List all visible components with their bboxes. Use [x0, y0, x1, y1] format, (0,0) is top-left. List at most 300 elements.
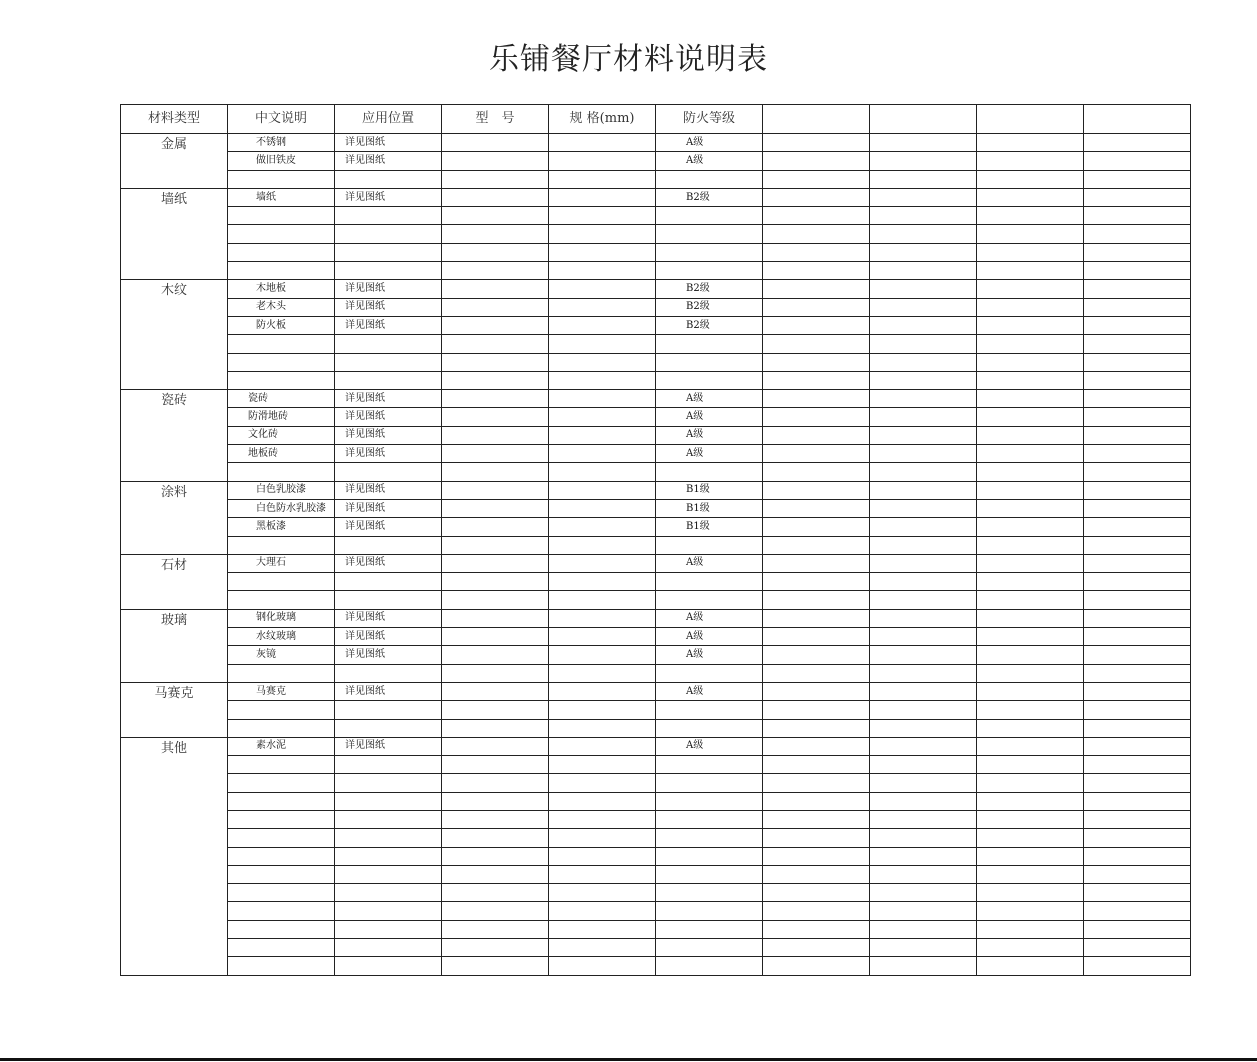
empty-cell — [870, 719, 977, 737]
empty-cell — [870, 646, 977, 664]
empty-cell — [335, 664, 442, 682]
empty-cell — [335, 371, 442, 389]
empty-cell — [228, 884, 335, 902]
table-row — [121, 865, 1191, 883]
description-cell: 防火板 — [228, 316, 335, 334]
description-cell: 地板砖 — [228, 445, 335, 463]
empty-cell — [335, 170, 442, 188]
empty-cell — [870, 225, 977, 243]
empty-cell — [442, 426, 549, 444]
header-cell: 中文说明 — [228, 105, 335, 134]
empty-cell — [442, 262, 549, 280]
empty-cell — [549, 792, 656, 810]
empty-cell — [763, 792, 870, 810]
category-cell: 瓷砖 — [121, 390, 228, 481]
empty-cell — [763, 499, 870, 517]
empty-cell — [977, 792, 1084, 810]
empty-cell — [870, 316, 977, 334]
empty-cell — [335, 920, 442, 938]
empty-cell — [549, 152, 656, 170]
empty-cell — [442, 646, 549, 664]
empty-cell — [763, 573, 870, 591]
empty-cell — [977, 170, 1084, 188]
empty-cell — [763, 316, 870, 334]
empty-cell — [977, 573, 1084, 591]
empty-cell — [656, 573, 763, 591]
empty-cell — [1084, 518, 1191, 536]
position-cell: 详见图纸 — [335, 518, 442, 536]
empty-cell — [870, 829, 977, 847]
position-cell: 详见图纸 — [335, 408, 442, 426]
empty-cell — [977, 682, 1084, 700]
empty-cell — [1084, 134, 1191, 152]
table-row — [121, 719, 1191, 737]
empty-cell — [442, 280, 549, 298]
empty-cell — [549, 188, 656, 206]
empty-cell — [977, 262, 1084, 280]
empty-cell — [870, 188, 977, 206]
empty-cell — [335, 902, 442, 920]
empty-cell — [870, 792, 977, 810]
empty-cell — [870, 884, 977, 902]
empty-cell — [977, 353, 1084, 371]
empty-cell — [442, 664, 549, 682]
header-cell: 材料类型 — [121, 105, 228, 134]
empty-cell — [549, 829, 656, 847]
empty-cell — [549, 518, 656, 536]
empty-cell — [763, 701, 870, 719]
empty-cell — [656, 262, 763, 280]
empty-cell — [763, 920, 870, 938]
empty-cell — [870, 518, 977, 536]
position-cell: 详见图纸 — [335, 316, 442, 334]
category-cell: 金属 — [121, 134, 228, 189]
fire-rating-cell: A级 — [656, 134, 763, 152]
empty-cell — [1084, 408, 1191, 426]
empty-cell — [228, 371, 335, 389]
empty-cell — [442, 701, 549, 719]
empty-cell — [656, 939, 763, 957]
description-cell: 黑板漆 — [228, 518, 335, 536]
empty-cell — [656, 701, 763, 719]
empty-cell — [1084, 499, 1191, 517]
table-row — [121, 518, 1191, 536]
material-group — [121, 609, 1191, 682]
table-row — [121, 335, 1191, 353]
description-cell: 灰镜 — [228, 646, 335, 664]
empty-cell — [763, 243, 870, 261]
empty-cell — [335, 865, 442, 883]
description-cell: 瓷砖 — [228, 390, 335, 408]
position-cell: 详见图纸 — [335, 682, 442, 700]
table-row — [121, 628, 1191, 646]
material-group — [121, 134, 1191, 189]
fire-rating-cell: B2级 — [656, 298, 763, 316]
empty-cell — [442, 920, 549, 938]
material-group — [121, 280, 1191, 390]
empty-cell — [763, 463, 870, 481]
empty-cell — [870, 390, 977, 408]
empty-cell — [442, 682, 549, 700]
empty-cell — [656, 847, 763, 865]
fire-rating-cell: B1级 — [656, 518, 763, 536]
empty-cell — [335, 335, 442, 353]
empty-cell — [549, 646, 656, 664]
header-cell: 规 格(mm) — [549, 105, 656, 134]
empty-cell — [870, 810, 977, 828]
table-row — [121, 554, 1191, 572]
empty-cell — [656, 463, 763, 481]
empty-cell — [656, 902, 763, 920]
empty-cell — [1084, 298, 1191, 316]
header-cell: 型 号 — [442, 105, 549, 134]
position-cell: 详见图纸 — [335, 481, 442, 499]
empty-cell — [763, 884, 870, 902]
empty-cell — [335, 353, 442, 371]
page-title: 乐铺餐厅材料说明表 — [489, 42, 768, 77]
empty-cell — [977, 920, 1084, 938]
empty-cell — [335, 262, 442, 280]
empty-cell — [335, 756, 442, 774]
empty-cell — [977, 280, 1084, 298]
empty-cell — [549, 499, 656, 517]
empty-cell — [977, 902, 1084, 920]
position-cell: 详见图纸 — [335, 737, 442, 755]
empty-cell — [1084, 390, 1191, 408]
empty-cell — [977, 774, 1084, 792]
empty-cell — [228, 920, 335, 938]
empty-cell — [977, 207, 1084, 225]
table-row — [121, 701, 1191, 719]
empty-cell — [656, 353, 763, 371]
empty-cell — [656, 810, 763, 828]
material-group — [121, 554, 1191, 609]
empty-cell — [335, 701, 442, 719]
table-row — [121, 573, 1191, 591]
empty-cell — [870, 774, 977, 792]
empty-cell — [549, 481, 656, 499]
description-cell: 大理石 — [228, 554, 335, 572]
material-group — [121, 682, 1191, 737]
table-row — [121, 152, 1191, 170]
empty-cell — [870, 481, 977, 499]
empty-cell — [442, 554, 549, 572]
category-cell: 马赛克 — [121, 682, 228, 737]
empty-cell — [228, 243, 335, 261]
empty-cell — [656, 719, 763, 737]
empty-cell — [442, 737, 549, 755]
empty-cell — [549, 134, 656, 152]
empty-cell — [763, 298, 870, 316]
empty-cell — [656, 536, 763, 554]
empty-cell — [228, 829, 335, 847]
table-row — [121, 225, 1191, 243]
table-row — [121, 481, 1191, 499]
empty-cell — [1084, 188, 1191, 206]
empty-cell — [977, 628, 1084, 646]
empty-cell — [977, 225, 1084, 243]
empty-cell — [870, 262, 977, 280]
empty-cell — [1084, 774, 1191, 792]
table-row — [121, 756, 1191, 774]
empty-cell — [442, 609, 549, 627]
position-cell: 详见图纸 — [335, 445, 442, 463]
empty-cell — [442, 810, 549, 828]
empty-cell — [870, 134, 977, 152]
empty-cell — [763, 134, 870, 152]
empty-cell — [870, 298, 977, 316]
empty-cell — [442, 134, 549, 152]
table-row — [121, 134, 1191, 152]
table-row — [121, 243, 1191, 261]
category-cell: 墙纸 — [121, 188, 228, 279]
empty-cell — [335, 207, 442, 225]
empty-cell — [763, 408, 870, 426]
table-row — [121, 426, 1191, 444]
empty-cell — [335, 573, 442, 591]
empty-cell — [549, 298, 656, 316]
empty-cell — [763, 445, 870, 463]
empty-cell — [549, 865, 656, 883]
empty-cell — [656, 225, 763, 243]
fire-rating-cell: A级 — [656, 609, 763, 627]
empty-cell — [977, 298, 1084, 316]
table-row — [121, 371, 1191, 389]
empty-cell — [870, 170, 977, 188]
table-row — [121, 847, 1191, 865]
empty-cell — [442, 957, 549, 975]
table-row — [121, 188, 1191, 206]
empty-cell — [228, 170, 335, 188]
empty-cell — [1084, 463, 1191, 481]
empty-cell — [763, 609, 870, 627]
empty-cell — [549, 445, 656, 463]
empty-cell — [870, 536, 977, 554]
description-cell: 马赛克 — [228, 682, 335, 700]
empty-cell — [335, 719, 442, 737]
empty-cell — [870, 664, 977, 682]
fire-rating-cell: B2级 — [656, 188, 763, 206]
empty-cell — [549, 609, 656, 627]
empty-cell — [870, 865, 977, 883]
empty-cell — [656, 664, 763, 682]
empty-cell — [1084, 280, 1191, 298]
empty-cell — [442, 536, 549, 554]
fire-rating-cell: A级 — [656, 445, 763, 463]
empty-cell — [977, 463, 1084, 481]
empty-cell — [1084, 847, 1191, 865]
empty-cell — [870, 609, 977, 627]
empty-cell — [763, 280, 870, 298]
empty-cell — [870, 499, 977, 517]
empty-cell — [870, 902, 977, 920]
empty-cell — [763, 536, 870, 554]
empty-cell — [763, 756, 870, 774]
empty-cell — [335, 939, 442, 957]
empty-cell — [549, 682, 656, 700]
empty-cell — [1084, 262, 1191, 280]
empty-cell — [335, 463, 442, 481]
table-row — [121, 463, 1191, 481]
empty-cell — [656, 335, 763, 353]
category-cell: 其他 — [121, 737, 228, 975]
empty-cell — [763, 682, 870, 700]
description-cell: 木地板 — [228, 280, 335, 298]
empty-cell — [1084, 957, 1191, 975]
empty-cell — [1084, 609, 1191, 627]
empty-cell — [1084, 920, 1191, 938]
empty-cell — [763, 518, 870, 536]
empty-cell — [977, 188, 1084, 206]
table-row — [121, 939, 1191, 957]
materials-table — [120, 104, 1191, 976]
header-cell: 应用位置 — [335, 105, 442, 134]
empty-cell — [549, 737, 656, 755]
table-row — [121, 810, 1191, 828]
empty-cell — [977, 646, 1084, 664]
table-row — [121, 536, 1191, 554]
fire-rating-cell: A级 — [656, 152, 763, 170]
empty-cell — [763, 371, 870, 389]
empty-cell — [442, 243, 549, 261]
empty-cell — [335, 243, 442, 261]
empty-cell — [870, 847, 977, 865]
empty-cell — [1084, 939, 1191, 957]
empty-cell — [763, 646, 870, 664]
description-cell: 做旧铁皮 — [228, 152, 335, 170]
empty-cell — [1084, 792, 1191, 810]
description-cell: 老木头 — [228, 298, 335, 316]
description-cell: 白色乳胶漆 — [228, 481, 335, 499]
empty-cell — [335, 792, 442, 810]
header-cell — [763, 105, 870, 134]
category-cell: 木纹 — [121, 280, 228, 390]
header-cell: 防火等级 — [656, 105, 763, 134]
empty-cell — [1084, 865, 1191, 883]
table-row — [121, 920, 1191, 938]
empty-cell — [763, 591, 870, 609]
empty-cell — [549, 426, 656, 444]
empty-cell — [763, 847, 870, 865]
empty-cell — [763, 170, 870, 188]
empty-cell — [442, 628, 549, 646]
empty-cell — [977, 152, 1084, 170]
empty-cell — [442, 829, 549, 847]
empty-cell — [228, 591, 335, 609]
position-cell: 详见图纸 — [335, 390, 442, 408]
table-row — [121, 207, 1191, 225]
empty-cell — [763, 353, 870, 371]
empty-cell — [870, 628, 977, 646]
empty-cell — [549, 408, 656, 426]
empty-cell — [1084, 756, 1191, 774]
position-cell: 详见图纸 — [335, 628, 442, 646]
empty-cell — [549, 335, 656, 353]
empty-cell — [763, 554, 870, 572]
empty-cell — [228, 902, 335, 920]
empty-cell — [1084, 152, 1191, 170]
material-group — [121, 390, 1191, 481]
empty-cell — [549, 390, 656, 408]
empty-cell — [1084, 664, 1191, 682]
empty-cell — [228, 207, 335, 225]
empty-cell — [228, 810, 335, 828]
empty-cell — [977, 719, 1084, 737]
fire-rating-cell: B2级 — [656, 316, 763, 334]
empty-cell — [977, 847, 1084, 865]
empty-cell — [228, 957, 335, 975]
empty-cell — [870, 737, 977, 755]
empty-cell — [1084, 481, 1191, 499]
material-group — [121, 737, 1191, 975]
empty-cell — [1084, 316, 1191, 334]
empty-cell — [442, 152, 549, 170]
description-cell: 水纹玻璃 — [228, 628, 335, 646]
empty-cell — [1084, 225, 1191, 243]
empty-cell — [228, 225, 335, 243]
empty-cell — [763, 865, 870, 883]
empty-cell — [228, 536, 335, 554]
header-cell — [870, 105, 977, 134]
position-cell: 详见图纸 — [335, 554, 442, 572]
empty-cell — [1084, 902, 1191, 920]
empty-cell — [1084, 207, 1191, 225]
empty-cell — [335, 810, 442, 828]
fire-rating-cell: A级 — [656, 390, 763, 408]
empty-cell — [228, 719, 335, 737]
empty-cell — [442, 774, 549, 792]
position-cell: 详见图纸 — [335, 280, 442, 298]
table-row — [121, 646, 1191, 664]
empty-cell — [977, 536, 1084, 554]
empty-cell — [228, 701, 335, 719]
empty-cell — [335, 774, 442, 792]
description-cell: 钢化玻璃 — [228, 609, 335, 627]
empty-cell — [977, 957, 1084, 975]
empty-cell — [549, 939, 656, 957]
empty-cell — [763, 939, 870, 957]
table-row — [121, 682, 1191, 700]
empty-cell — [870, 353, 977, 371]
empty-cell — [656, 170, 763, 188]
empty-cell — [656, 774, 763, 792]
empty-cell — [763, 628, 870, 646]
empty-cell — [549, 225, 656, 243]
empty-cell — [549, 316, 656, 334]
table-row — [121, 792, 1191, 810]
empty-cell — [549, 463, 656, 481]
empty-cell — [549, 280, 656, 298]
empty-cell — [763, 335, 870, 353]
empty-cell — [656, 591, 763, 609]
empty-cell — [870, 371, 977, 389]
empty-cell — [870, 152, 977, 170]
empty-cell — [763, 737, 870, 755]
empty-cell — [870, 591, 977, 609]
table-row — [121, 664, 1191, 682]
empty-cell — [763, 774, 870, 792]
empty-cell — [549, 573, 656, 591]
empty-cell — [656, 865, 763, 883]
description-cell: 文化砖 — [228, 426, 335, 444]
fire-rating-cell: A级 — [656, 554, 763, 572]
empty-cell — [228, 792, 335, 810]
description-cell: 防滑地砖 — [228, 408, 335, 426]
table-row — [121, 170, 1191, 188]
empty-cell — [977, 554, 1084, 572]
empty-cell — [763, 957, 870, 975]
position-cell: 详见图纸 — [335, 152, 442, 170]
